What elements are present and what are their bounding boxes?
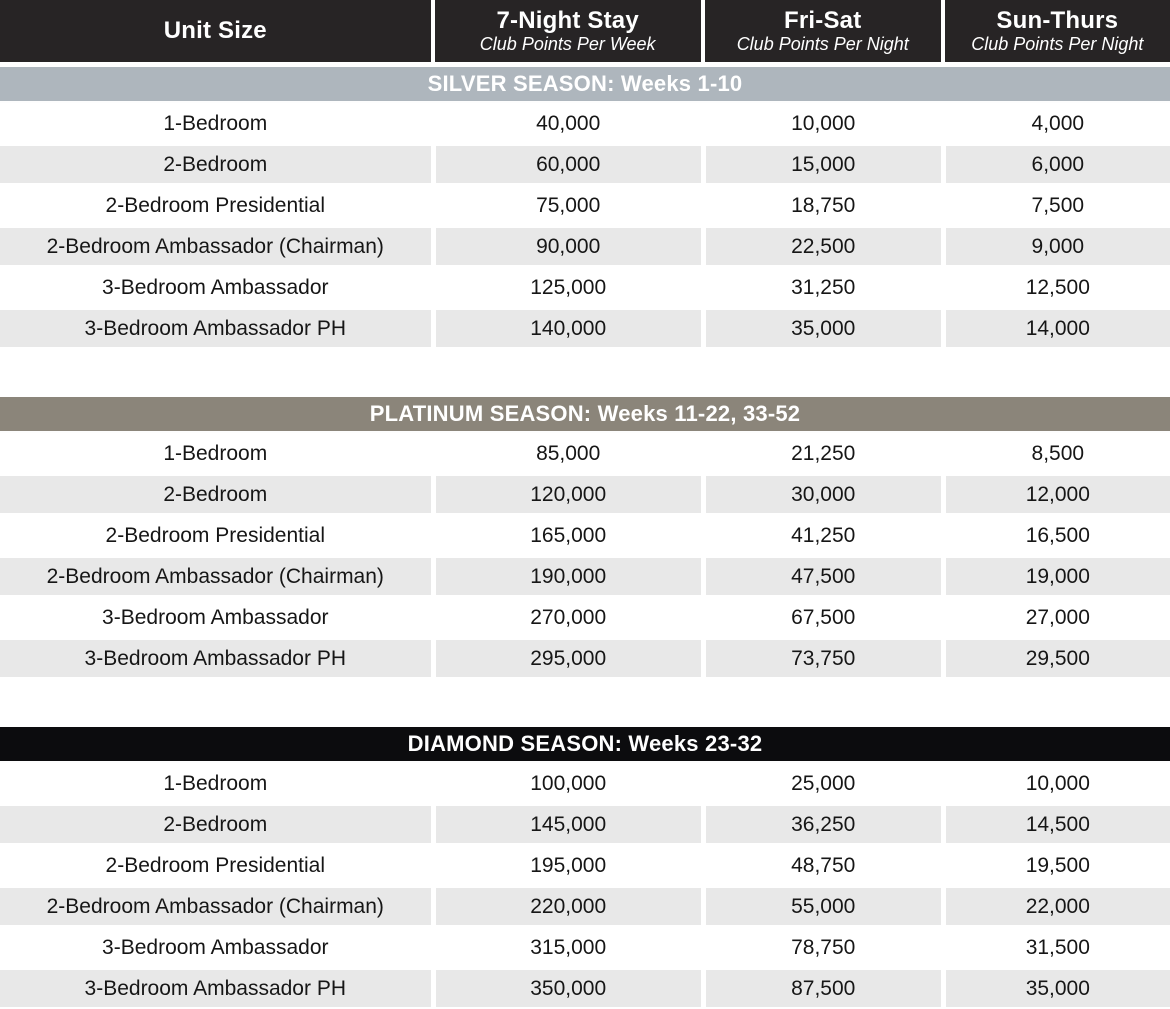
week-points-cell: 40,000 xyxy=(431,103,701,144)
table-row xyxy=(0,308,1170,349)
table-row xyxy=(0,968,1170,1009)
unit-size-cell: 3-Bedroom Ambassador xyxy=(0,597,431,638)
week-points-cell: 165,000 xyxy=(431,515,701,556)
sun-thurs-points-cell: 16,500 xyxy=(941,515,1170,556)
sun-thurs-points-cell: 31,500 xyxy=(941,927,1170,968)
unit-size-cell: 3-Bedroom Ambassador PH xyxy=(0,308,431,349)
unit-size-cell: 3-Bedroom Ambassador xyxy=(0,927,431,968)
unit-size-cell: 3-Bedroom Ambassador xyxy=(0,267,431,308)
sun-thurs-points-cell: 14,000 xyxy=(941,308,1170,349)
table-row xyxy=(0,474,1170,515)
unit-size-cell: 2-Bedroom xyxy=(0,474,431,515)
week-points-cell: 145,000 xyxy=(431,804,701,845)
column-title: Sun-Thurs xyxy=(996,6,1119,34)
week-points-cell: 315,000 xyxy=(431,927,701,968)
sun-thurs-points-cell: 35,000 xyxy=(941,968,1170,1009)
unit-size-cell: 2-Bedroom xyxy=(0,804,431,845)
column-title: Fri-Sat xyxy=(784,6,862,34)
unit-size-cell: 3-Bedroom Ambassador PH xyxy=(0,968,431,1009)
unit-size-cell: 3-Bedroom Ambassador PH xyxy=(0,638,431,679)
season-header-platinum: PLATINUM SEASON: Weeks 11-22, 33-52 xyxy=(0,395,1170,433)
column-title: 7-Night Stay xyxy=(496,6,639,34)
fri-sat-points-cell: 18,750 xyxy=(701,185,941,226)
fri-sat-points-cell: 21,250 xyxy=(701,433,941,474)
fri-sat-points-cell: 22,500 xyxy=(701,226,941,267)
week-points-cell: 295,000 xyxy=(431,638,701,679)
fri-sat-points-cell: 41,250 xyxy=(701,515,941,556)
unit-size-cell: 1-Bedroom xyxy=(0,433,431,474)
week-points-cell: 120,000 xyxy=(431,474,701,515)
week-points-cell: 75,000 xyxy=(431,185,701,226)
unit-size-cell: 2-Bedroom Ambassador (Chairman) xyxy=(0,226,431,267)
column-title: Unit Size xyxy=(163,17,267,45)
fri-sat-points-cell: 48,750 xyxy=(701,845,941,886)
unit-size-cell: 2-Bedroom Ambassador (Chairman) xyxy=(0,886,431,927)
week-points-cell: 270,000 xyxy=(431,597,701,638)
table-row xyxy=(0,927,1170,968)
sun-thurs-points-cell: 10,000 xyxy=(941,763,1170,804)
week-points-cell: 125,000 xyxy=(431,267,701,308)
unit-size-cell: 2-Bedroom Ambassador (Chairman) xyxy=(0,556,431,597)
table-row xyxy=(0,226,1170,267)
sun-thurs-points-cell: 27,000 xyxy=(941,597,1170,638)
sun-thurs-points-cell: 29,500 xyxy=(941,638,1170,679)
week-points-cell: 220,000 xyxy=(431,886,701,927)
section-gap xyxy=(0,679,1170,725)
week-points-cell: 190,000 xyxy=(431,556,701,597)
section-gap xyxy=(0,349,1170,395)
table-row xyxy=(0,103,1170,144)
sun-thurs-points-cell: 19,500 xyxy=(941,845,1170,886)
table-row xyxy=(0,185,1170,226)
sun-thurs-points-cell: 14,500 xyxy=(941,804,1170,845)
column-subtitle: Club Points Per Night xyxy=(736,34,909,55)
season-header-silver: SILVER SEASON: Weeks 1-10 xyxy=(0,65,1170,103)
table-row xyxy=(0,845,1170,886)
table-row xyxy=(0,597,1170,638)
table-row xyxy=(0,267,1170,308)
unit-size-cell: 2-Bedroom xyxy=(0,144,431,185)
season-header-diamond: DIAMOND SEASON: Weeks 23-32 xyxy=(0,725,1170,763)
sun-thurs-points-cell: 19,000 xyxy=(941,556,1170,597)
week-points-cell: 60,000 xyxy=(431,144,701,185)
fri-sat-points-cell: 25,000 xyxy=(701,763,941,804)
table-row xyxy=(0,804,1170,845)
table-row xyxy=(0,144,1170,185)
sun-thurs-points-cell: 6,000 xyxy=(941,144,1170,185)
fri-sat-points-cell: 30,000 xyxy=(701,474,941,515)
fri-sat-points-cell: 67,500 xyxy=(701,597,941,638)
fri-sat-points-cell: 31,250 xyxy=(701,267,941,308)
week-points-cell: 100,000 xyxy=(431,763,701,804)
week-points-cell: 85,000 xyxy=(431,433,701,474)
unit-size-cell: 2-Bedroom Presidential xyxy=(0,845,431,886)
sun-thurs-points-cell: 12,000 xyxy=(941,474,1170,515)
table-row xyxy=(0,886,1170,927)
table-row xyxy=(0,556,1170,597)
table-row xyxy=(0,433,1170,474)
fri-sat-points-cell: 47,500 xyxy=(701,556,941,597)
column-subtitle: Club Points Per Night xyxy=(971,34,1144,55)
fri-sat-points-cell: 35,000 xyxy=(701,308,941,349)
column-header-sun-thurs xyxy=(941,0,1170,62)
fri-sat-points-cell: 87,500 xyxy=(701,968,941,1009)
week-points-cell: 140,000 xyxy=(431,308,701,349)
column-header-unit-size xyxy=(0,0,431,62)
column-header-7-night-stay xyxy=(431,0,701,62)
unit-size-cell: 1-Bedroom xyxy=(0,103,431,144)
fri-sat-points-cell: 36,250 xyxy=(701,804,941,845)
sun-thurs-points-cell: 4,000 xyxy=(941,103,1170,144)
week-points-cell: 350,000 xyxy=(431,968,701,1009)
unit-size-cell: 2-Bedroom Presidential xyxy=(0,185,431,226)
unit-size-cell: 1-Bedroom xyxy=(0,763,431,804)
sun-thurs-points-cell: 12,500 xyxy=(941,267,1170,308)
sun-thurs-points-cell: 22,000 xyxy=(941,886,1170,927)
table-row xyxy=(0,763,1170,804)
fri-sat-points-cell: 73,750 xyxy=(701,638,941,679)
week-points-cell: 195,000 xyxy=(431,845,701,886)
unit-size-cell: 2-Bedroom Presidential xyxy=(0,515,431,556)
sun-thurs-points-cell: 7,500 xyxy=(941,185,1170,226)
sun-thurs-points-cell: 9,000 xyxy=(941,226,1170,267)
table-row xyxy=(0,638,1170,679)
sun-thurs-points-cell: 8,500 xyxy=(941,433,1170,474)
table-header-row xyxy=(0,0,1170,65)
column-subtitle: Club Points Per Week xyxy=(479,34,656,55)
column-header-fri-sat xyxy=(701,0,941,62)
fri-sat-points-cell: 10,000 xyxy=(701,103,941,144)
table-row xyxy=(0,515,1170,556)
table-body xyxy=(0,65,1170,1009)
week-points-cell: 90,000 xyxy=(431,226,701,267)
fri-sat-points-cell: 15,000 xyxy=(701,144,941,185)
fri-sat-points-cell: 78,750 xyxy=(701,927,941,968)
fri-sat-points-cell: 55,000 xyxy=(701,886,941,927)
